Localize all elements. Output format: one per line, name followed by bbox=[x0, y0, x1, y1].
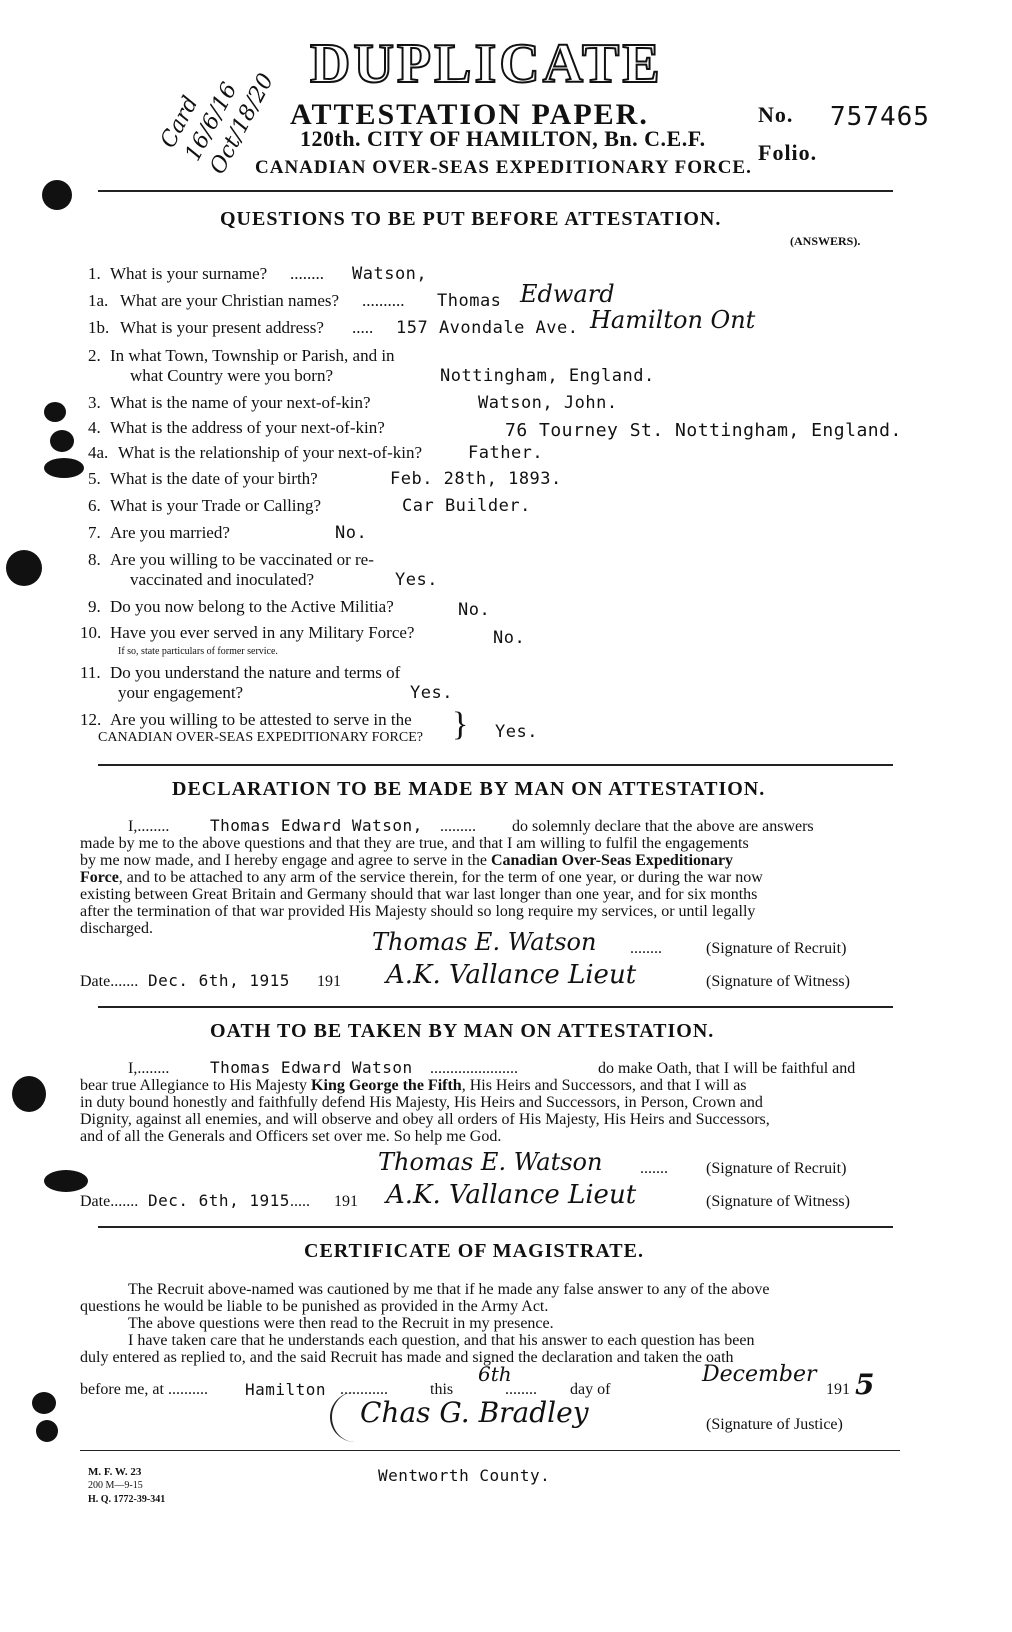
answer-value: Father. bbox=[468, 443, 544, 463]
question-number: 11. bbox=[80, 663, 101, 682]
question-text-cont: your engagement? bbox=[118, 683, 244, 702]
question-number: 5. bbox=[88, 469, 101, 488]
question-number: 4a. bbox=[88, 443, 109, 462]
question-note: If so, state particulars of former service. bbox=[118, 646, 278, 657]
question-text: What is the name of your next-of-kin? bbox=[110, 393, 371, 412]
punch-hole bbox=[36, 1420, 58, 1442]
question-number: 1b. bbox=[88, 318, 110, 337]
recruit-signature-label: (Signature of Recruit) bbox=[706, 1160, 847, 1177]
declaration-line: after the termination of that war provided His Majesty should so long require my services, or until legally bbox=[80, 903, 756, 920]
answer-value: Feb. 28th, 1893. bbox=[390, 469, 562, 489]
declaration-line: by me now made, and I hereby engage and agree to serve in the Canadian Over-Seas Expeditionary bbox=[80, 852, 734, 869]
before-me-label: before me, at bbox=[80, 1381, 164, 1398]
question-text-cont: vaccinated and inoculated? bbox=[130, 570, 315, 589]
oath-i: I,........ bbox=[128, 1060, 170, 1077]
question-text-cont: what Country were you born? bbox=[130, 366, 334, 385]
justice-signature: Chas G. Bradley bbox=[360, 1396, 589, 1429]
punch-hole bbox=[50, 430, 74, 452]
leader-dots: ........ bbox=[630, 940, 662, 957]
answer-value: 157 Avondale Ave. bbox=[396, 318, 579, 338]
year-suffix: 191 bbox=[317, 973, 341, 990]
oath-line: do make Oath, that I will be faithful and bbox=[598, 1060, 856, 1077]
punch-hole bbox=[12, 1076, 46, 1112]
date-label: Date....... bbox=[80, 973, 139, 990]
divider bbox=[80, 1450, 900, 1451]
question-text: Are you willing to be attested to serve in the bbox=[110, 710, 412, 729]
declaration-line: made by me to the above questions and that they are true, and that I am willing to fulfil the engagements bbox=[80, 835, 749, 852]
question-text: Have you ever served in any Military Force? bbox=[110, 623, 415, 642]
declaration-line: existing between Great Britain and Germany should that war last longer than one year, and for six months bbox=[80, 886, 758, 903]
leader-dots: ........ bbox=[290, 264, 324, 283]
witness-signature: A.K. Vallance Lieut bbox=[386, 1180, 637, 1210]
question-text: In what Town, Township or Parish, and in bbox=[110, 346, 395, 365]
question-number: 7. bbox=[88, 523, 101, 542]
leader-dots: .......... bbox=[168, 1381, 208, 1398]
declaration-line: do solemnly declare that the above are answers bbox=[512, 818, 814, 835]
leader-dots: ......... bbox=[440, 818, 476, 835]
recruit-signature: Thomas E. Watson bbox=[378, 1148, 603, 1176]
question-text: What are your Christian names? bbox=[120, 291, 340, 310]
day-value: 6th bbox=[478, 1362, 512, 1386]
question-text: Are you married? bbox=[110, 523, 230, 542]
force-name: CANADIAN OVER-SEAS EXPEDITIONARY FORCE. bbox=[255, 157, 752, 178]
question-number: 10. bbox=[80, 623, 102, 642]
declaration-line: discharged. bbox=[80, 920, 154, 937]
oath-line: and of all the Generals and Officers set over me. So help me God. bbox=[80, 1128, 502, 1145]
this-label: this bbox=[430, 1381, 454, 1398]
form-number: M. F. W. 23 bbox=[88, 1466, 142, 1478]
justice-signature-flourish bbox=[330, 1392, 392, 1442]
date-label: Date....... bbox=[80, 1193, 139, 1210]
witness-signature: A.K. Vallance Lieut bbox=[386, 960, 637, 990]
question-text: Do you understand the nature and terms of bbox=[110, 663, 401, 682]
question-text: What is the relationship of your next-of-kin? bbox=[118, 443, 423, 462]
question-number: 6. bbox=[88, 496, 101, 515]
answers-label: (ANSWERS). bbox=[790, 234, 861, 248]
declaration-line: Force, and to be attached to any arm of the service therein, for the term of one year, or during the war now bbox=[80, 869, 763, 886]
duplicate-heading: DUPLICATE bbox=[310, 33, 663, 95]
year-suffix: 191 bbox=[334, 1193, 358, 1210]
question-text: Are you willing to be vaccinated or re- bbox=[110, 550, 374, 569]
number-label: No. bbox=[758, 102, 794, 127]
magistrate-line: The Recruit above-named was cautioned by me that if he made any false answer to any of the above bbox=[128, 1281, 770, 1298]
number-value: 757465 bbox=[830, 102, 930, 132]
answer-value: Nottingham, England. bbox=[440, 366, 655, 386]
magistrate-line: questions he would be liable to be punished as provided in the Army Act. bbox=[80, 1298, 549, 1315]
divider bbox=[98, 1226, 893, 1228]
question-number: 1. bbox=[88, 264, 101, 283]
oath-name: Thomas Edward Watson bbox=[210, 1058, 413, 1077]
question-number: 1a. bbox=[88, 291, 109, 310]
oath-line: bear true Allegiance to His Majesty King George the Fifth, His Heirs and Successors, and that I will as bbox=[80, 1077, 747, 1094]
question-text: What is your present address? bbox=[120, 318, 324, 337]
leader-dots: ............ bbox=[340, 1381, 388, 1398]
divider bbox=[98, 764, 893, 766]
leader-dots: ....... bbox=[640, 1160, 668, 1177]
place-value: Hamilton bbox=[245, 1380, 327, 1399]
questions-heading: QUESTIONS TO BE PUT BEFORE ATTESTATION. bbox=[220, 208, 722, 230]
unit-stamp: 120th. CITY OF HAMILTON, Bn. C.E.F. bbox=[300, 126, 706, 151]
question-text: What is your surname? bbox=[110, 264, 268, 283]
attestation-title: ATTESTATION PAPER. bbox=[290, 98, 649, 131]
punch-hole bbox=[44, 458, 84, 478]
form-print: 200 M—9-15 bbox=[88, 1480, 143, 1491]
answer-value: Watson, bbox=[352, 264, 428, 284]
recruit-signature-label: (Signature of Recruit) bbox=[706, 940, 847, 957]
answer-value: Thomas bbox=[437, 291, 502, 311]
justice-signature-label: (Signature of Justice) bbox=[706, 1416, 843, 1433]
question-text: What is your Trade or Calling? bbox=[110, 496, 322, 515]
question-text: What is the date of your birth? bbox=[110, 469, 318, 488]
punch-hole bbox=[44, 1170, 88, 1192]
date-value: Dec. 6th, 1915 bbox=[148, 1191, 290, 1210]
answer-value: Watson, John. bbox=[478, 393, 618, 413]
magistrate-line: I have taken care that he understands each question, and that his answer to each question has been bbox=[128, 1332, 755, 1349]
declaration-heading: DECLARATION TO BE MADE BY MAN ON ATTESTATION. bbox=[172, 778, 766, 800]
declarant-name: Thomas Edward Watson, bbox=[210, 816, 423, 835]
leader-dots: .......... bbox=[362, 291, 405, 310]
witness-signature-label: (Signature of Witness) bbox=[706, 1193, 850, 1210]
leader-dots: ........ bbox=[505, 1381, 537, 1398]
answer-value: Yes. bbox=[395, 570, 438, 590]
date-value: Dec. 6th, 1915 bbox=[148, 971, 290, 990]
answer-value: Yes. bbox=[410, 683, 453, 703]
magistrate-heading: CERTIFICATE OF MAGISTRATE. bbox=[304, 1240, 644, 1262]
answer-value: Car Builder. bbox=[402, 496, 531, 516]
form-hq: H. Q. 1772-39-341 bbox=[88, 1494, 166, 1505]
declaration-i: I,........ bbox=[128, 818, 170, 835]
margin-note: Card 16/6/16 Oct/18/20 bbox=[155, 69, 280, 179]
question-text: What is the address of your next-of-kin? bbox=[110, 418, 385, 437]
leader-dots: ..... bbox=[352, 318, 374, 337]
oath-heading: OATH TO BE TAKEN BY MAN ON ATTESTATION. bbox=[210, 1020, 715, 1042]
day-of-label: day of bbox=[570, 1381, 611, 1398]
answer-value: 76 Tourney St. Nottingham, England. bbox=[505, 420, 902, 441]
oath-line: Dignity, against all enemies, and will observe and obey all orders of His Majesty, His Heirs and Successors, bbox=[80, 1111, 770, 1128]
oath-line: in duty bound honestly and faithfully defend His Majesty, His Heirs and Successors, in Person, Crown and bbox=[80, 1094, 763, 1111]
recruit-signature: Thomas E. Watson bbox=[372, 928, 597, 956]
handwritten-answer: Edward bbox=[520, 280, 615, 308]
magistrate-line: The above questions were then read to the Recruit in my presence. bbox=[128, 1315, 554, 1332]
question-number: 8. bbox=[88, 550, 101, 569]
month-value: December bbox=[702, 1362, 817, 1387]
divider bbox=[98, 190, 893, 192]
question-number: 9. bbox=[88, 597, 101, 616]
question-text: Do you now belong to the Active Militia? bbox=[110, 597, 394, 616]
divider bbox=[98, 1006, 893, 1008]
answer-value: No. bbox=[335, 523, 368, 543]
leader-dots: ...................... bbox=[430, 1060, 518, 1077]
question-text-cont: CANADIAN OVER-SEAS EXPEDITIONARY FORCE? bbox=[98, 730, 423, 745]
question-number: 12. bbox=[80, 710, 102, 729]
folio-label: Folio. bbox=[758, 140, 818, 165]
question-number: 4. bbox=[88, 418, 101, 437]
punch-hole bbox=[32, 1392, 56, 1414]
answer-value: No. bbox=[493, 628, 526, 648]
magistrate-line: duly entered as replied to, and the said Recruit has made and signed the declaration and taken the oath bbox=[80, 1349, 734, 1366]
year-prefix: 191 bbox=[826, 1381, 850, 1398]
question-number: 2. bbox=[88, 346, 101, 365]
punch-hole bbox=[42, 180, 72, 210]
brace: } bbox=[452, 706, 469, 743]
question-number: 3. bbox=[88, 393, 101, 412]
handwritten-answer: Hamilton Ont bbox=[590, 306, 756, 334]
punch-hole bbox=[44, 402, 66, 422]
punch-hole bbox=[6, 550, 42, 586]
year-digit: 5 bbox=[855, 1368, 875, 1401]
answer-value: Yes. bbox=[495, 722, 538, 742]
answer-value: No. bbox=[458, 600, 491, 620]
county-stamp: Wentworth County. bbox=[378, 1466, 551, 1485]
leader-dots: ..... bbox=[290, 1193, 310, 1210]
witness-signature-label: (Signature of Witness) bbox=[706, 973, 850, 990]
